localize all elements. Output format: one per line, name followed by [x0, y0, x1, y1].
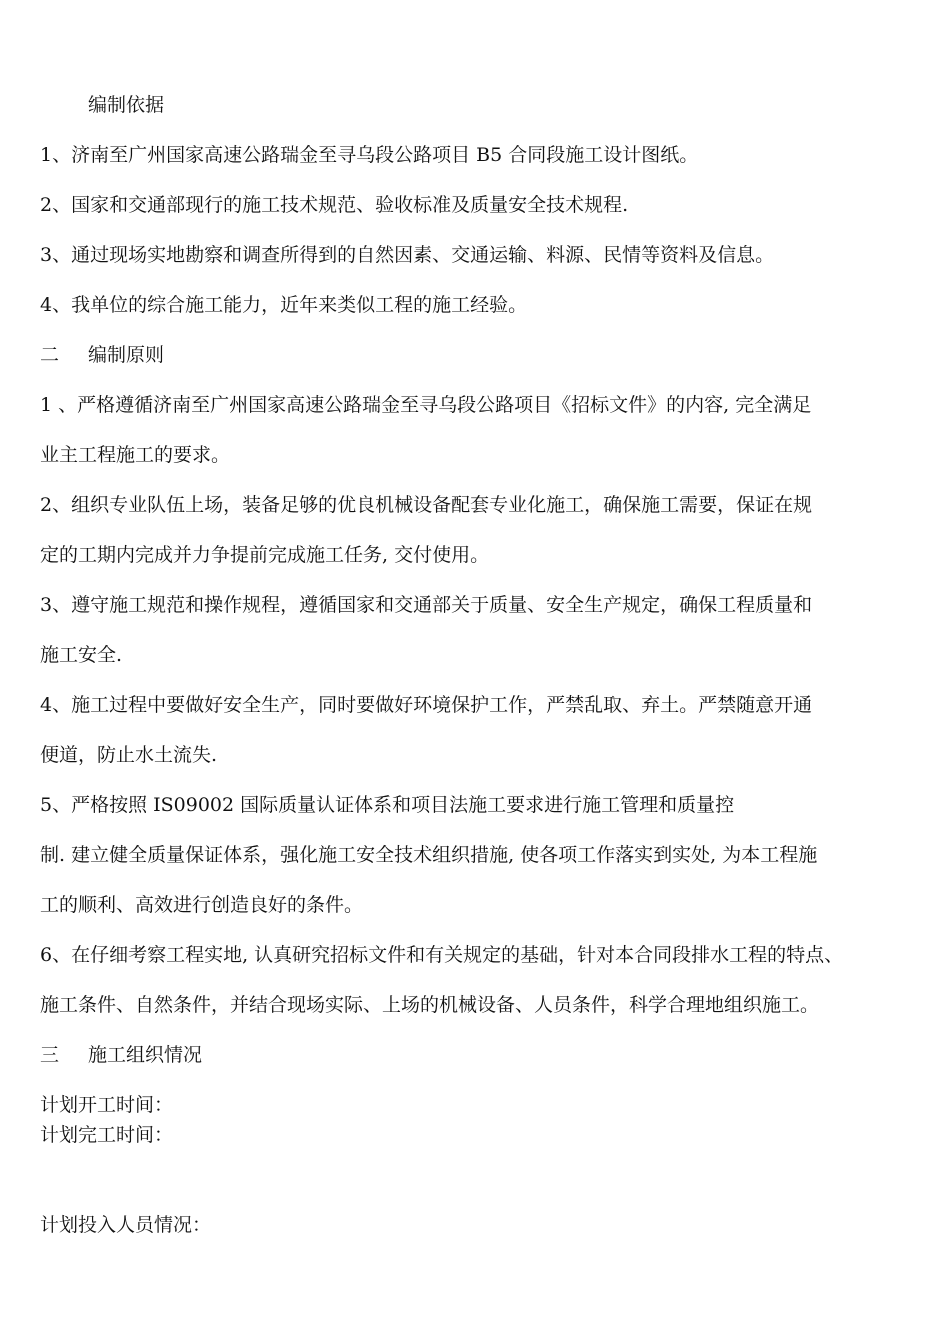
- principle-line-11: 工的顺利、高效进行创造良好的条件。: [40, 894, 364, 916]
- section3-number: 三: [40, 1044, 60, 1066]
- section3-heading: [40, 1042, 202, 1068]
- basis-item-3: 3、通过现场实地勘察和调查所得到的自然因素、交通运输、料源、民情等资料及信息。: [40, 244, 775, 266]
- planned-end-label: 计划完工时间：: [40, 1124, 174, 1146]
- principle-line-12: 6、在仔细考察工程实地, 认真研究招标文件和有关规定的基础，针对本合同段排水工程的特点、: [40, 944, 844, 966]
- basis-item-1: 1、济南至广州国家高速公路瑞金至寻乌段公路项目 B5 合同段施工设计图纸。: [40, 144, 699, 166]
- section1-title: 编制依据: [88, 94, 165, 116]
- basis-item-2: 2、国家和交通部现行的施工技术规范、验收标准及质量安全技术规程.: [40, 194, 629, 216]
- principle-line-10: 制. 建立健全质量保证体系，强化施工安全技术组织措施, 使各项工作落实到实处, 为本工程施: [40, 844, 818, 866]
- principle-line-9: 5、严格按照 IS09002 国际质量认证体系和项目法施工要求进行施工管理和质量控: [40, 794, 735, 816]
- planned-start-label: 计划开工时间：: [40, 1094, 174, 1116]
- section3-title: 施工组织情况: [88, 1044, 203, 1066]
- principle-line-4: 定的工期内完成并力争提前完成施工任务, 交付使用。: [40, 544, 490, 566]
- section2-heading: [40, 342, 164, 368]
- basis-item-4: 4、我单位的综合施工能力，近年来类似工程的施工经验。: [40, 294, 528, 316]
- principle-line-3: 2、组织专业队伍上场，装备足够的优良机械设备配套专业化施工，确保施工需要，保证在规: [40, 494, 813, 516]
- principle-line-7: 4、施工过程中要做好安全生产，同时要做好环境保护工作，严禁乱取、弃土。严禁随意开通: [40, 694, 813, 716]
- principle-line-6: 施工安全.: [40, 644, 123, 666]
- principle-line-8: 便道，防止水土流失.: [40, 744, 218, 766]
- principle-line-2: 业主工程施工的要求。: [40, 444, 231, 466]
- principle-line-5: 3、遵守施工规范和操作规程，遵循国家和交通部关于质量、安全生产规定，确保工程质量和: [40, 594, 813, 616]
- planned-personnel-label: 计划投入人员情况：: [40, 1214, 212, 1236]
- principle-line-13: 施工条件、自然条件，并结合现场实际、上场的机械设备、人员条件，科学合理地组织施工。: [40, 994, 820, 1016]
- section2-number: 二: [40, 344, 60, 366]
- principle-line-1: 1 、严格遵循济南至广州国家高速公路瑞金至寻乌段公路项目《招标文件》的内容, 完全满足: [40, 394, 812, 416]
- section2-title: 编制原则: [88, 344, 165, 366]
